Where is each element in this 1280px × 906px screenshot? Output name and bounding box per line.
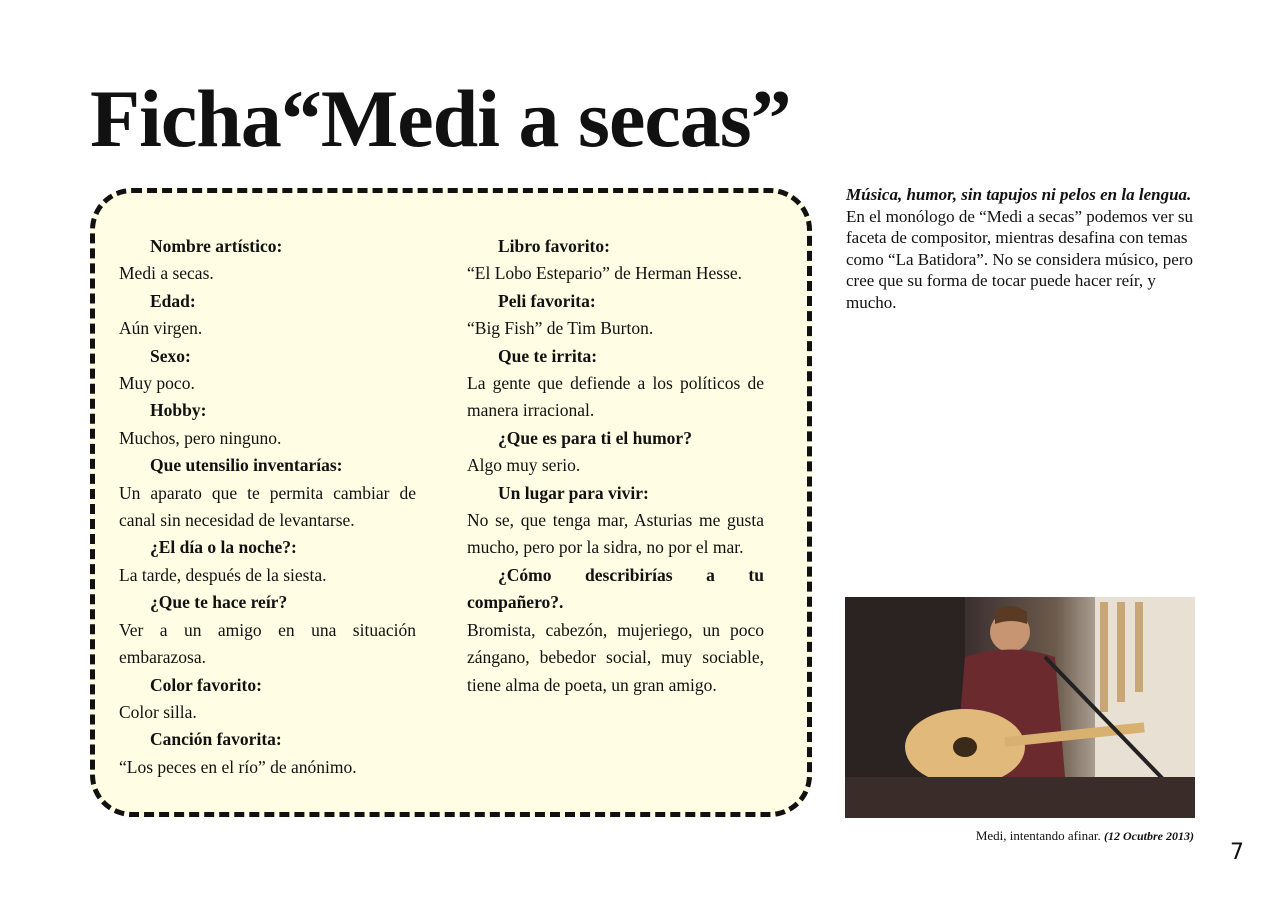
field-value: Muy poco. [119, 373, 195, 394]
field-value: Algo muy serio. [467, 455, 581, 476]
field-value: Ver a un amigo en una situación embarazosa. [119, 619, 416, 668]
field-label: Que te irrita: [498, 345, 598, 366]
field-value: Muchos, pero ninguno. [119, 427, 282, 448]
field-label: Nombre artístico: [150, 236, 283, 256]
field-label: Libro favorito: [498, 236, 610, 256]
caption-text: Medi, intentando afinar. [975, 828, 1104, 843]
photo-illustration [845, 597, 1195, 818]
field-label: Hobby: [150, 400, 207, 421]
intro-paragraph [846, 184, 1196, 314]
intro-body: En el monólogo de “Medi a secas” podemos ver su faceta de compositor, mientras desafina con temas como “La Batidora”. No se considera músico, pero cree que su forma de tocar puede hacer reír, y mucho. [846, 206, 1193, 312]
field-label: Peli favorita: [498, 290, 596, 311]
page-number: 7 [1230, 840, 1244, 865]
field-value: No se, que tenga mar, Asturias me gusta mucho, pero por la sidra, no por el mar. [467, 510, 764, 558]
field-value: “Big Fish” de Tim Burton. [467, 318, 654, 339]
field-label: ¿El día o la noche?: [150, 537, 297, 558]
field-value: Aún virgen. [119, 318, 203, 339]
caption-date: (12 Ocutbre 2013) [1104, 829, 1194, 843]
field-label: Edad: [150, 290, 196, 311]
field-label: Que utensilio inventarías: [150, 455, 343, 476]
field-value: Medi a secas. [119, 263, 214, 284]
field-label: Sexo: [150, 345, 191, 366]
field-label: ¿Que es para ti el humor? [498, 427, 692, 448]
left-column [119, 233, 416, 781]
intro-lead: Música, humor, sin tapujos ni pelos en la lengua. [846, 185, 1192, 204]
profile-box [90, 188, 812, 817]
field-label: Color favorito: [150, 674, 262, 695]
performer-photo [845, 597, 1195, 818]
photo-caption [976, 828, 1194, 844]
field-value: La tarde, después de la siesta. [119, 564, 327, 585]
field-value: Color silla. [119, 701, 197, 722]
field-value: “El Lobo Estepario” de Herman Hesse. [467, 263, 743, 284]
field-value: Bromista, cabezón, mujeriego, un poco zángano, bebedor social, muy sociable, tiene alma de poeta, un gran amigo. [467, 619, 764, 695]
field-value: Un aparato que te permita cambiar de canal sin necesidad de levantarse. [119, 482, 416, 531]
right-column [467, 233, 764, 699]
field-value: “Los peces en el río” de anónimo. [119, 756, 357, 777]
field-label: Canción favorita: [150, 729, 282, 750]
field-label: ¿Cómo describirías a tu compañero?. [467, 564, 764, 613]
field-label: Un lugar para vivir: [498, 482, 649, 503]
field-label: ¿Que te hace reír? [150, 592, 288, 613]
page-title: Ficha“Medi a secas” [90, 73, 791, 164]
field-value: La gente que defiende a los políticos de manera irracional. [467, 373, 764, 421]
